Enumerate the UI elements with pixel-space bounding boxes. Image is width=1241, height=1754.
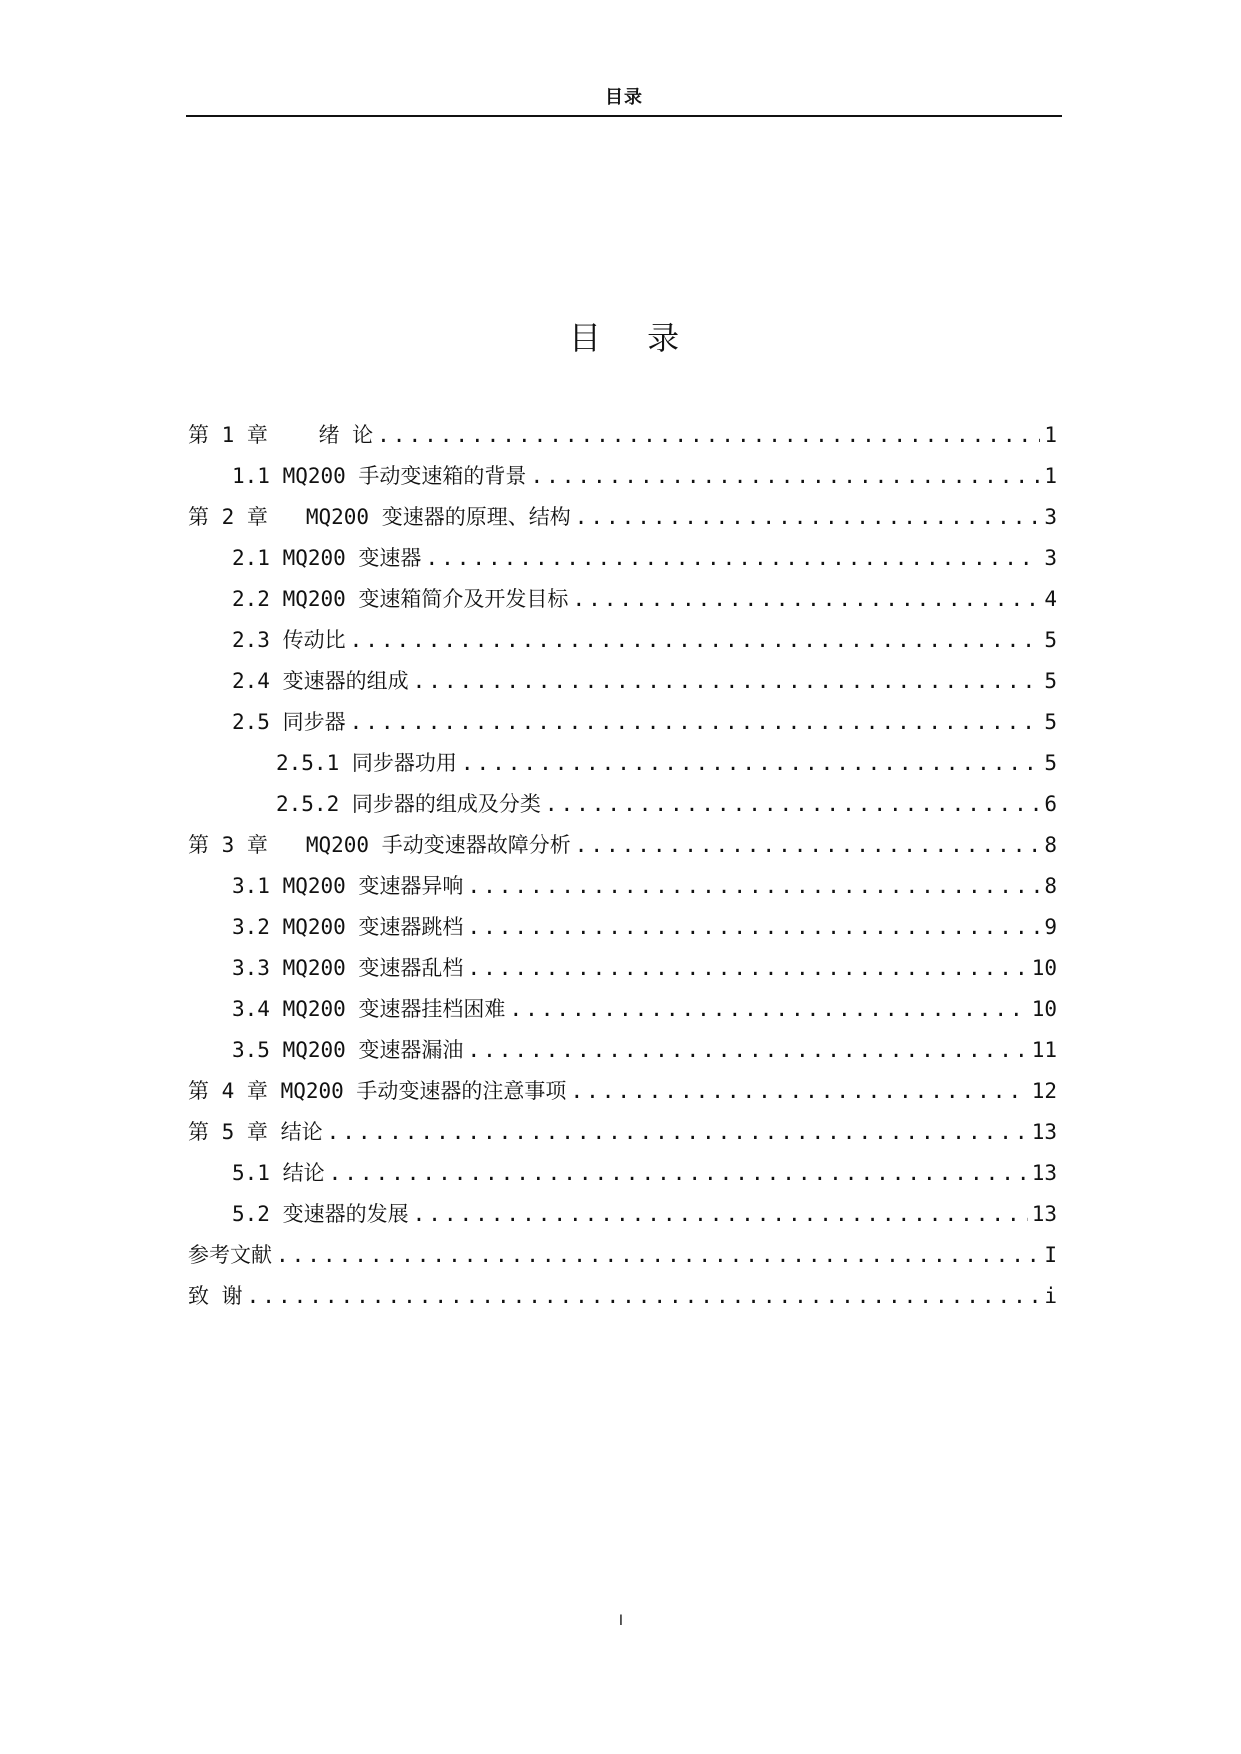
toc-entry-3-1[interactable] bbox=[188, 866, 1057, 907]
toc-entry-3-2[interactable] bbox=[188, 907, 1057, 948]
toc-entry-label: 2.2 MQ200 变速箱简介及开发目标 bbox=[232, 587, 569, 611]
toc-entry-label: 3.5 MQ200 变速器漏油 bbox=[232, 1038, 464, 1062]
toc-entry-page: 13 bbox=[1031, 1161, 1057, 1185]
page-number: I bbox=[618, 1613, 624, 1629]
toc-dot-leader bbox=[413, 661, 1041, 702]
toc-dot-leader bbox=[572, 579, 1040, 620]
toc-entry-label: 2.5.2 同步器的组成及分类 bbox=[276, 792, 541, 816]
toc-entry-chapter-2[interactable] bbox=[188, 497, 1057, 538]
toc-entry-label: 1.1 MQ200 手动变速箱的背景 bbox=[232, 464, 527, 488]
running-header: 目录 bbox=[605, 87, 643, 108]
toc-entry-label: 2.5.1 同步器功用 bbox=[276, 751, 457, 775]
toc-entry-page: 8 bbox=[1044, 874, 1057, 898]
toc-dot-leader bbox=[509, 989, 1027, 1030]
toc-entry-page: 10 bbox=[1031, 956, 1057, 980]
toc-entry-label: 2.3 传动比 bbox=[232, 628, 346, 652]
toc-entry-page: 12 bbox=[1031, 1079, 1057, 1103]
toc-entry-label: 2.1 MQ200 变速器 bbox=[232, 546, 422, 570]
toc-dot-leader bbox=[350, 702, 1041, 743]
toc-entry-page: 5 bbox=[1044, 710, 1057, 734]
toc-entry-5-1[interactable] bbox=[188, 1153, 1057, 1194]
toc-entry-label: 第 1 章 绪 论 bbox=[188, 423, 374, 447]
toc-entry-label: 3.4 MQ200 变速器挂档困难 bbox=[232, 997, 506, 1021]
toc-dot-leader bbox=[247, 1276, 1041, 1317]
toc-entry-3-4[interactable] bbox=[188, 989, 1057, 1030]
toc-entry-label: 第 5 章 结论 bbox=[188, 1120, 323, 1144]
toc-entry-page: 13 bbox=[1031, 1120, 1057, 1144]
toc-entry-chapter-5[interactable] bbox=[188, 1112, 1057, 1153]
toc-dot-leader bbox=[467, 948, 1027, 989]
toc-dot-leader bbox=[377, 415, 1040, 456]
toc-dot-leader bbox=[413, 1194, 1028, 1235]
toc-entry-label: 3.2 MQ200 变速器跳档 bbox=[232, 915, 464, 939]
toc-entry-chapter-1[interactable] bbox=[188, 415, 1057, 456]
toc-entry-3-3[interactable] bbox=[188, 948, 1057, 989]
toc-dot-leader bbox=[570, 1071, 1027, 1112]
toc-dot-leader bbox=[530, 456, 1040, 497]
toc-entry-2-2[interactable] bbox=[188, 579, 1057, 620]
toc-entry-chapter-3[interactable] bbox=[188, 825, 1057, 866]
toc-dot-leader bbox=[575, 825, 1041, 866]
toc-dot-leader bbox=[575, 497, 1041, 538]
toc-entry-page: 9 bbox=[1044, 915, 1057, 939]
toc-dot-leader bbox=[350, 620, 1041, 661]
toc-entry-2-5-1[interactable] bbox=[188, 743, 1057, 784]
toc-entry-acknowledgements[interactable] bbox=[188, 1276, 1057, 1317]
toc-entry-label: 2.4 变速器的组成 bbox=[232, 669, 409, 693]
toc-entry-page: 13 bbox=[1031, 1202, 1057, 1226]
toc-entry-label: 5.1 结论 bbox=[232, 1161, 325, 1185]
toc-entry-label: 2.5 同步器 bbox=[232, 710, 346, 734]
toc-entry-page: 1 bbox=[1044, 423, 1057, 447]
toc-entry-label: 第 3 章 MQ200 手动变速器故障分析 bbox=[188, 833, 571, 857]
toc-entry-page: 5 bbox=[1044, 628, 1057, 652]
toc-entry-label: 致 谢 bbox=[188, 1284, 243, 1308]
toc-dot-leader bbox=[329, 1153, 1028, 1194]
toc-entry-2-5-2[interactable] bbox=[188, 784, 1057, 825]
toc-entry-page: i bbox=[1044, 1284, 1057, 1308]
toc-dot-leader bbox=[425, 538, 1040, 579]
toc-entry-2-1[interactable] bbox=[188, 538, 1057, 579]
toc-dot-leader bbox=[467, 866, 1040, 907]
toc-entry-page: 8 bbox=[1044, 833, 1057, 857]
toc-entry-chapter-4[interactable] bbox=[188, 1071, 1057, 1112]
toc-entry-page: 3 bbox=[1044, 505, 1057, 529]
toc-entry-label: 3.3 MQ200 变速器乱档 bbox=[232, 956, 464, 980]
toc-entry-label: 5.2 变速器的发展 bbox=[232, 1202, 409, 1226]
toc-entry-page: 3 bbox=[1044, 546, 1057, 570]
toc-dot-leader bbox=[467, 907, 1040, 948]
toc-dot-leader bbox=[467, 1030, 1027, 1071]
header-rule bbox=[186, 115, 1062, 117]
toc-entry-page: 4 bbox=[1044, 587, 1057, 611]
toc-entry-5-2[interactable] bbox=[188, 1194, 1057, 1235]
toc-entry-references[interactable] bbox=[188, 1235, 1057, 1276]
toc-dot-leader bbox=[545, 784, 1040, 825]
toc-dot-leader bbox=[461, 743, 1040, 784]
toc-entry-2-3[interactable] bbox=[188, 620, 1057, 661]
toc-entry-label: 第 4 章 MQ200 手动变速器的注意事项 bbox=[188, 1079, 567, 1103]
page-title: 目 录 bbox=[568, 319, 698, 357]
toc-dot-leader bbox=[327, 1112, 1028, 1153]
toc-entry-page: 10 bbox=[1031, 997, 1057, 1021]
toc-entry-2-5[interactable] bbox=[188, 702, 1057, 743]
toc-entry-page: 11 bbox=[1031, 1038, 1057, 1062]
toc-entry-label: 参考文献 bbox=[188, 1243, 272, 1267]
toc-entry-label: 第 2 章 MQ200 变速器的原理、结构 bbox=[188, 505, 571, 529]
toc-entry-3-5[interactable] bbox=[188, 1030, 1057, 1071]
toc-entry-page: 5 bbox=[1044, 669, 1057, 693]
toc-dot-leader bbox=[276, 1235, 1040, 1276]
toc-entry-page: 1 bbox=[1044, 464, 1057, 488]
table-of-contents bbox=[188, 415, 1057, 1317]
toc-entry-page: 6 bbox=[1044, 792, 1057, 816]
toc-entry-page: 5 bbox=[1044, 751, 1057, 775]
toc-entry-label: 3.1 MQ200 变速器异响 bbox=[232, 874, 464, 898]
toc-entry-page: I bbox=[1044, 1243, 1057, 1267]
toc-entry-1-1[interactable] bbox=[188, 456, 1057, 497]
toc-entry-2-4[interactable] bbox=[188, 661, 1057, 702]
